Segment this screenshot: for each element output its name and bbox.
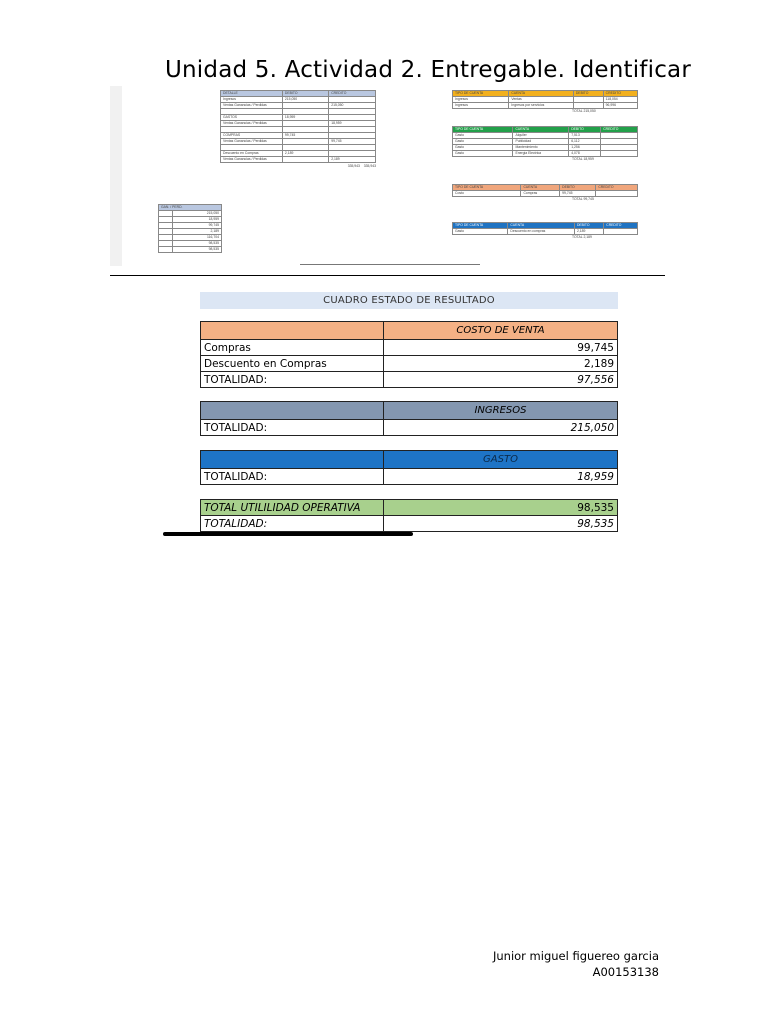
table-cell: CREDITO — [601, 127, 638, 133]
table-row — [453, 229, 638, 235]
total-value: 215,050 — [583, 109, 596, 113]
compras-total — [572, 197, 638, 202]
table-cell: 18,959 — [173, 217, 222, 223]
costo-de-venta-table — [200, 321, 618, 388]
table-cell: 98,535 — [173, 247, 222, 253]
total-label: TOTALIDAD: — [201, 420, 384, 436]
thumbnail-bottom-rule — [110, 275, 665, 276]
table-cell: 96,996 — [603, 103, 637, 109]
total-value: 99,745 — [583, 197, 594, 201]
table-cell: Ventas — [509, 97, 573, 103]
report-title: CUADRO ESTADO DE RESULTADO — [200, 292, 618, 309]
gastos-total — [572, 157, 638, 162]
detail-table-totals — [220, 164, 376, 169]
scroll-indicator-bar — [163, 532, 413, 536]
table-cell: Ventas Ganancias / Perdidas — [221, 139, 283, 145]
income-statement — [200, 292, 618, 532]
gasto-header-row — [201, 451, 618, 469]
table-cell: 18,959 — [329, 121, 376, 127]
table-cell: Publicidad — [513, 139, 569, 145]
gain-loss-table — [158, 204, 222, 253]
descuento-account-table — [452, 222, 638, 240]
table-cell: COMPRAS — [221, 133, 283, 139]
utilidad-value: 98,535 — [384, 500, 618, 516]
ingresos-header-blank — [201, 402, 384, 420]
table-row — [453, 191, 638, 197]
table-cell: Descuento en compras — [508, 229, 575, 235]
table-row — [201, 340, 618, 356]
row-value: 99,745 — [384, 340, 618, 356]
table-cell: Ventas Ganancias / Perdidas — [221, 157, 283, 163]
table-cell: Descuento en Compras — [221, 151, 283, 157]
table-cell: 215,050 — [329, 103, 376, 109]
table-cell — [573, 103, 603, 109]
total-debit: 335,943 — [347, 164, 360, 168]
table-cell: 215,050 — [173, 211, 222, 217]
utilidad-label: TOTAL UTILILIDAD OPERATIVA — [201, 500, 384, 516]
table-cell: Energia Electrica — [513, 151, 569, 157]
costo-header: COSTO DE VENTA — [384, 322, 618, 340]
detail-table — [220, 90, 376, 169]
total-value: 97,556 — [384, 372, 618, 388]
table-cell — [596, 191, 638, 197]
total-value: 2,189 — [583, 235, 592, 239]
table-cell: TIPO DE CUENTA — [453, 91, 509, 97]
total-credit: 335,943 — [363, 164, 376, 168]
table-cell: Gasto — [453, 151, 513, 157]
table-cell: Ventas Ganancias / Perdidas — [221, 121, 283, 127]
total-label: TOTALIDAD: — [201, 372, 384, 388]
author-id: A00153138 — [592, 965, 659, 979]
table-cell: 2,189 — [574, 229, 603, 235]
row-value: 2,189 — [384, 356, 618, 372]
table-cell: 118,054 — [603, 97, 637, 103]
row-label: Descuento en Compras — [201, 356, 384, 372]
descuento-total — [572, 235, 638, 240]
header-cell: DETALLE — [221, 91, 283, 97]
costo-header-row — [201, 322, 618, 340]
table-cell: CUENTA — [508, 223, 575, 229]
table-cell: 99,745 — [173, 223, 222, 229]
ingresos-total — [572, 109, 638, 114]
table-cell: Gasto — [453, 139, 513, 145]
table-row — [453, 103, 638, 109]
utilidad-table — [200, 499, 618, 532]
total-value: 18,959 — [384, 469, 618, 485]
author-block — [455, 948, 659, 980]
table-cell: 18,959 — [282, 115, 328, 121]
total-label: TOTAL — [572, 235, 583, 239]
gasto-table — [200, 450, 618, 485]
page-title: Unidad 5. Actividad 2. Entregable. Identificar — [165, 57, 691, 84]
gain-loss-header: GAN. / PERD. — [159, 205, 222, 211]
table-cell: Compras — [521, 191, 560, 197]
table-cell: Ingresos — [453, 97, 509, 103]
table-cell: Alquiler — [513, 133, 569, 139]
table-cell: DEBITO — [573, 91, 603, 97]
table-row — [453, 151, 638, 157]
table-cell: Ingresos — [221, 97, 283, 103]
total-row — [201, 469, 618, 485]
table-cell: Mantenimiento — [513, 145, 569, 151]
compras-account-table — [452, 184, 638, 202]
table-cell: 6,112 — [569, 139, 601, 145]
ingresos-header-row — [201, 402, 618, 420]
total-row — [201, 372, 618, 388]
table-cell — [604, 229, 638, 235]
costo-header-blank — [201, 322, 384, 340]
total-row — [201, 516, 618, 532]
table-cell: Ingresos por servicios — [509, 103, 573, 109]
table-cell: CUENTA — [513, 127, 569, 133]
table-cell: 215,050 — [282, 97, 328, 103]
gasto-header: GASTO — [384, 451, 618, 469]
row-label: Compras — [201, 340, 384, 356]
total-label: TOTAL — [572, 197, 583, 201]
table-cell: 116,704 — [173, 235, 222, 241]
total-label: TOTAL — [572, 157, 583, 161]
table-cell: 2,189 — [329, 157, 376, 163]
table-cell: 1,256 — [569, 145, 601, 151]
author-name: Junior miguel figuereo garcia — [492, 949, 659, 963]
table-cell: Gasto — [453, 229, 508, 235]
ingresos-account-table — [452, 90, 638, 114]
table-cell: Ingresos — [453, 103, 509, 109]
total-label: TOTALIDAD: — [201, 516, 384, 532]
table-cell: Gasto — [453, 133, 513, 139]
table-cell: DEBITO — [560, 185, 596, 191]
table-cell: 4,078 — [569, 151, 601, 157]
table-cell: 98,535 — [173, 241, 222, 247]
total-row — [201, 420, 618, 436]
table-cell: 2,189 — [173, 229, 222, 235]
total-label: TOTALIDAD: — [201, 469, 384, 485]
header-cell: CREDITO — [329, 91, 376, 97]
table-row — [221, 157, 376, 163]
gasto-header-blank — [201, 451, 384, 469]
table-cell: DEBITO — [569, 127, 601, 133]
sheet-divider — [300, 264, 480, 265]
table-cell: 7,513 — [569, 133, 601, 139]
table-row — [159, 247, 222, 253]
table-cell: CUENTA — [521, 185, 560, 191]
table-cell — [601, 151, 638, 157]
table-cell: TIPO DE CUENTA — [453, 127, 513, 133]
ingresos-header: INGRESOS — [384, 402, 618, 420]
utilidad-row — [201, 500, 618, 516]
total-value: 215,050 — [384, 420, 618, 436]
spreadsheet-thumbnail — [110, 86, 665, 276]
spreadsheet-row-gutter — [110, 86, 122, 266]
table-row — [201, 356, 618, 372]
table-cell: 99,745 — [560, 191, 596, 197]
table-cell: CREDITO — [604, 223, 638, 229]
ingresos-table — [200, 401, 618, 436]
table-cell: Ventas Ganancias / Perdidas — [221, 103, 283, 109]
table-cell — [159, 247, 173, 253]
table-cell: Gasto — [453, 145, 513, 151]
table-cell: TIPO DE CUENTA — [453, 185, 521, 191]
table-cell: 99,745 — [282, 133, 328, 139]
total-value: 98,535 — [384, 516, 618, 532]
table-cell: GASTOS — [221, 115, 283, 121]
total-value: 18,959 — [583, 157, 594, 161]
table-cell: CREDITO — [596, 185, 638, 191]
table-cell: CREDITO — [603, 91, 637, 97]
table-cell: TIPO DE CUENTA — [453, 223, 508, 229]
table-cell: Costo — [453, 191, 521, 197]
table-cell: CUENTA — [509, 91, 573, 97]
table-cell: 2,189 — [282, 151, 328, 157]
header-cell: DEBITO — [282, 91, 328, 97]
gastos-account-table — [452, 126, 638, 162]
table-cell: 99,745 — [329, 139, 376, 145]
table-cell — [282, 157, 328, 163]
table-cell: DEBITO — [574, 223, 603, 229]
total-label: TOTAL — [572, 109, 583, 113]
